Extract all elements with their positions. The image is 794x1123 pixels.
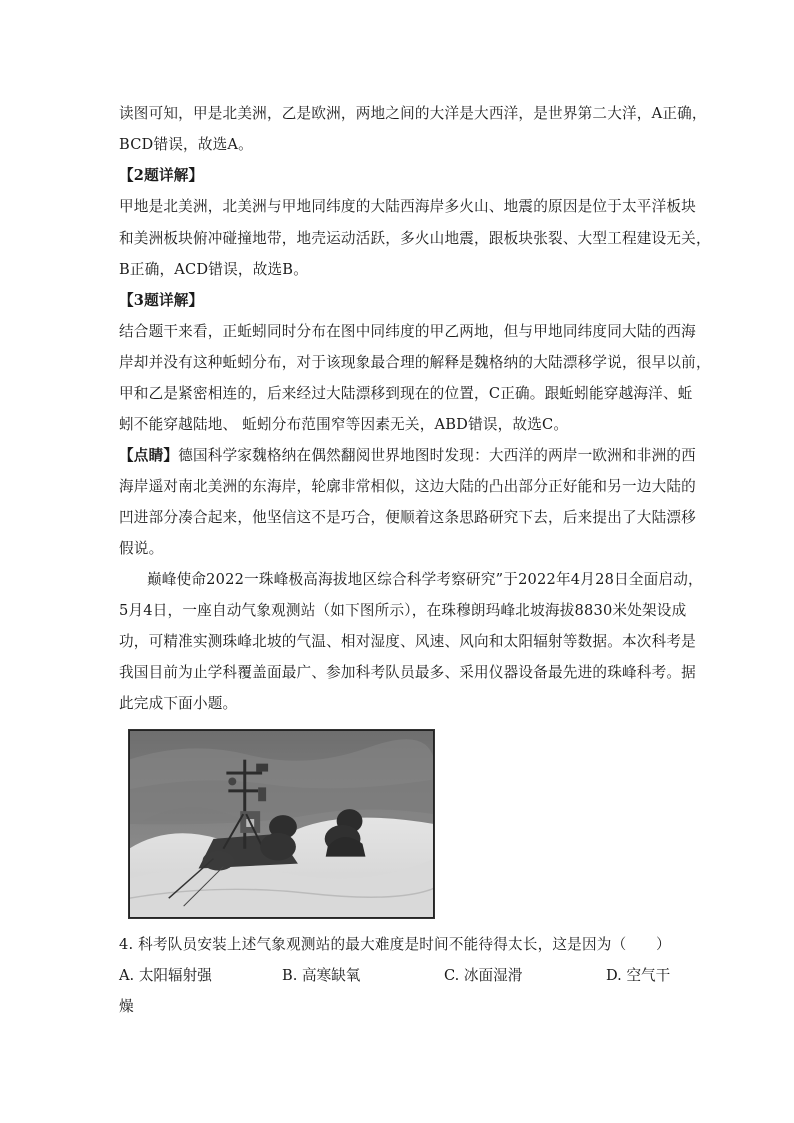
option-a: A. 太阳辐射强 [119, 967, 212, 984]
option-c: C. 冰面湿滑 [444, 967, 523, 984]
passage-line5: 此完成下面小题。 [119, 695, 238, 712]
commentary-line2: 海岸遥对南北美洲的东海岸，轮廓非常相似，这边大陆的凸出部分正好能和另一边大陆的 [119, 478, 696, 495]
commentary-line1 [119, 446, 696, 466]
weather-station-illustration [129, 730, 434, 918]
q3-heading: 【3题详解】 [119, 292, 204, 309]
commentary-line3: 凹进部分凑合起来，他坚信这不是巧合，便顺着这条思路研究下去，后来提出了大陆漂移 [119, 509, 696, 526]
answer2-line2: 和美洲板块俯冲碰撞地带，地壳运动活跃，多火山地震，跟板块张裂、大型工程建设无关， [119, 230, 711, 247]
option-d-wrap: 燥 [119, 998, 134, 1015]
answer2-line1: 甲地是北美洲，北美洲与甲地同纬度的大陆西海岸多火山、地震的原因是位于太平洋板块 [119, 198, 696, 215]
commentary-line4: 假说。 [119, 540, 164, 557]
answer3-line3: 甲和乙是紧密相连的，后来经过大陆漂移到现在的位置，C正确。跟蚯蚓能穿越海洋、蚯 [119, 385, 693, 402]
answer3-line1: 结合题干来看，正蚯蚓同时分布在图中同纬度的甲乙两地，但与甲地同纬度同大陆的西海 [119, 323, 696, 340]
answer1-line1: 读图可知，甲是北美洲，乙是欧洲，两地之间的大洋是大西洋，是世界第二大洋，A正确， [119, 105, 707, 122]
answer2-line3: B正确，ACD错误，故选B。 [119, 261, 308, 278]
answer3-line2: 岸却并没有这种蚯蚓分布，对于该现象最合理的解释是魏格纳的大陆漂移学说，很早以前， [119, 354, 711, 371]
answer1-line2: BCD错误，故选A。 [119, 136, 253, 153]
weather-station-photo [128, 729, 435, 919]
commentary-text: 德国科学家魏格纳在偶然翻阅世界地图时发现：大西洋的两岸一欧洲和非洲的西 [178, 447, 696, 464]
commentary-label: 【点睛】 [119, 447, 179, 464]
option-d: D. 空气干 [606, 967, 671, 984]
option-b: B. 高寒缺氧 [282, 967, 361, 984]
passage-line2: 5月4日，一座自动气象观测站（如下图所示），在珠穆朗玛峰北坡海拔8830米处架设成 [119, 602, 687, 619]
answer3-line4: 蚓不能穿越陆地、 蚯蚓分布范围窄等因素无关，ABD错误，故选C。 [119, 416, 569, 433]
passage-line1: 巅峰使命2022一珠峰极高海拔地区综合科学考察研究”于2022年4月28日全面启动， [147, 571, 703, 588]
passage-line4: 我国目前为止学科覆盖面最广、参加科考队员最多、采用仪器设备最先进的珠峰科考。据 [119, 664, 696, 681]
question4-stem: 4. 科考队员安装上述气象观测站的最大难度是时间不能待得太长，这是因为（ ） [119, 936, 671, 953]
passage-line3: 功，可精准实测珠峰北坡的气温、相对湿度、风速、风向和太阳辐射等数据。本次科考是 [119, 633, 696, 650]
q2-heading: 【2题详解】 [119, 167, 204, 184]
